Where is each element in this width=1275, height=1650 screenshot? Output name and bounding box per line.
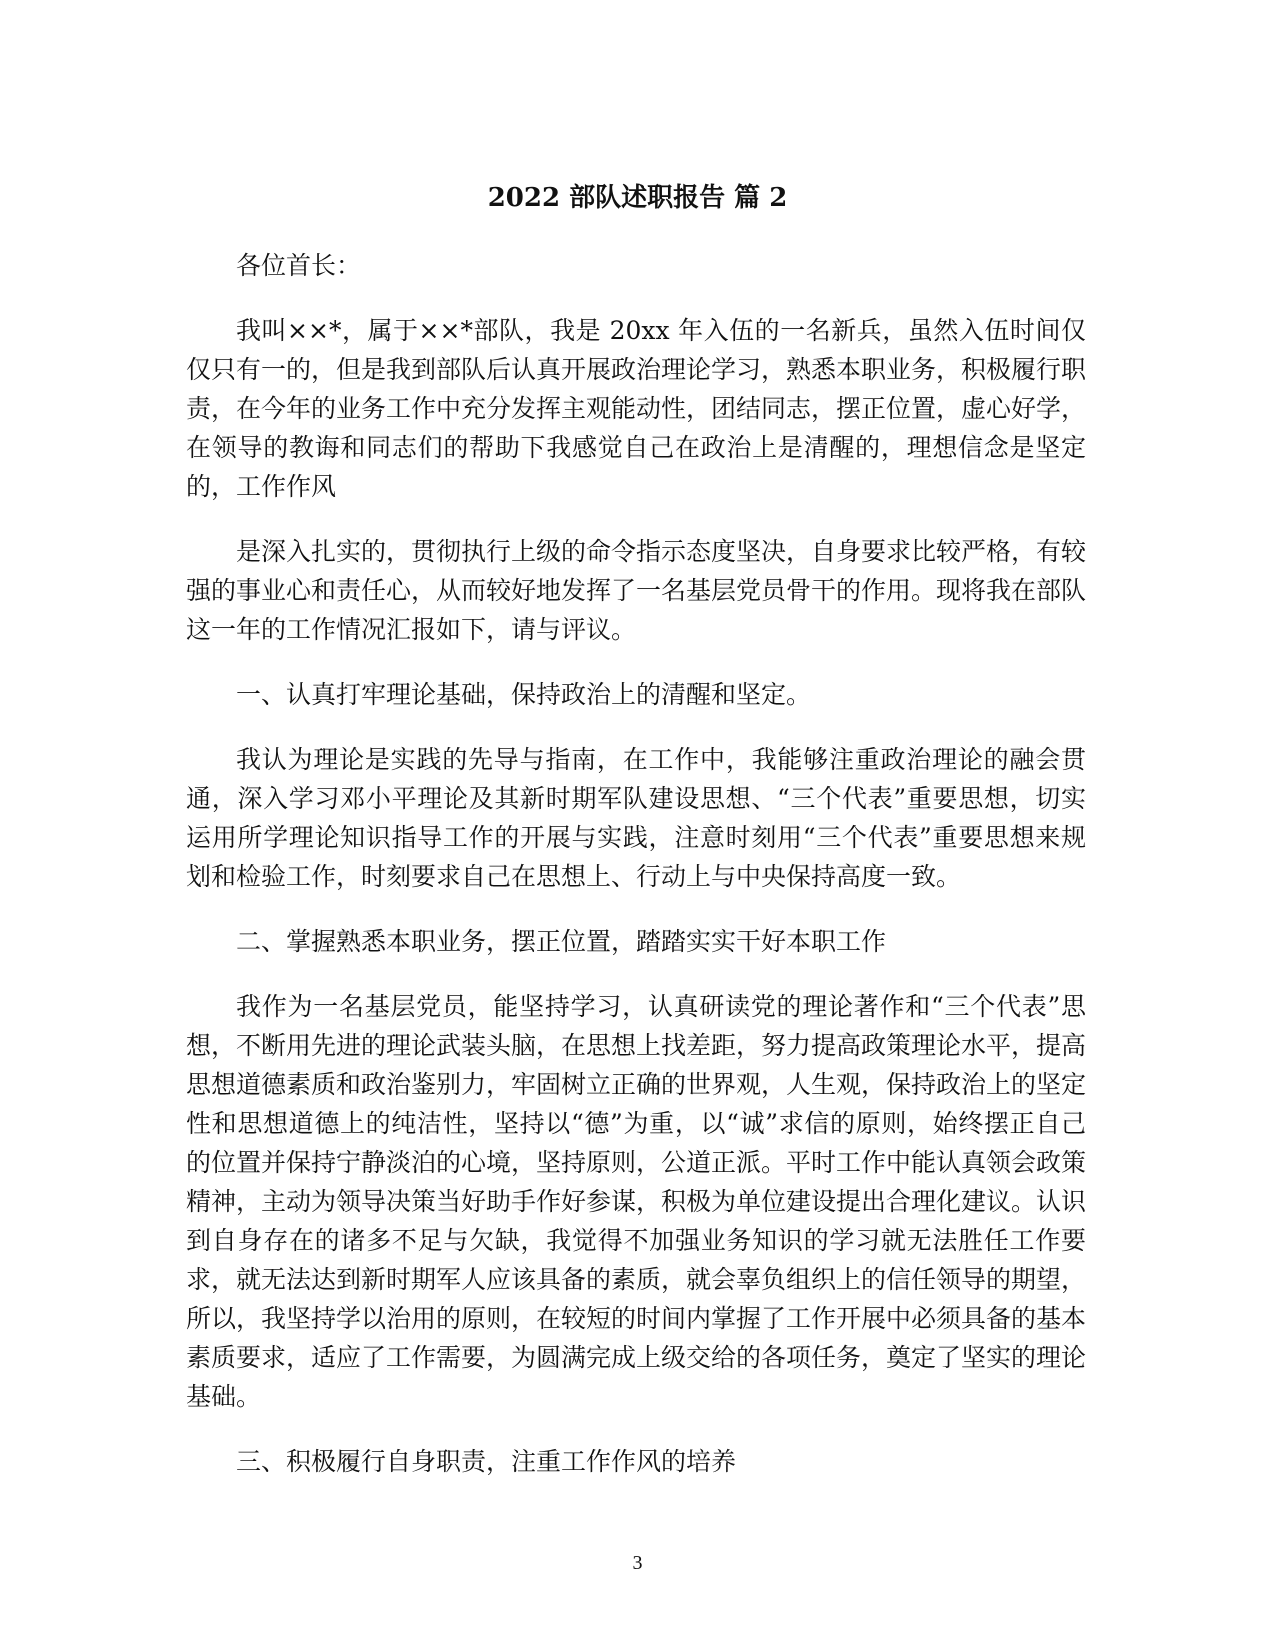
section-heading: 二、掌握熟悉本职业务，摆正位置，踏踏实实干好本职工作 bbox=[236, 927, 887, 956]
section-heading: 三、积极履行自身职责，注重工作作风的培养 bbox=[236, 1447, 737, 1476]
page-number: 3 bbox=[632, 1552, 643, 1574]
salutation: 各位首长： bbox=[236, 251, 362, 280]
body-paragraph: 我作为一名基层党员，能坚持学习，认真研读党的理论著作和“三个代表”思想，不断用先进的理论武装头脑，在思想上找差距，努力提高政策理论水平，提高思想道德素质和政治鉴别力，牢固树立正确的世界观，人生观，保持政治上的坚定性和思想道德上的纯洁性，坚持以“德”为重，以“诚”求信的原则，始终摆正自己的位置并保持宁静淡泊的心境，坚持原则，公道正派。平时工作中能认真领会政策精神，主动为领导决策当好助手作好参谋，积极为单位建设提出合理化建议。认识到自身存在的诸多不足与欠缺，我觉得不加强业务知识的学习就无法胜任工作要求，就无法达到新时期军人应该具备的素质，就会辜负组织上的信任领导的期望，所以，我坚持学以治用的原则，在较短的时间内掌握了工作开展中必须具备的基本素质要求，适应了工作需要，为圆满完成上级交给的各项任务，奠定了坚实的理论基础。 bbox=[186, 992, 1087, 1411]
document-title: 2022 部队述职报告 篇 2 bbox=[487, 183, 788, 213]
body-paragraph: 我认为理论是实践的先导与指南，在工作中，我能够注重政治理论的融会贯通，深入学习邓小平理论及其新时期军队建设思想、“三个代表”重要思想，切实运用所学理论知识指导工作的开展与实践，注意时刻用“三个代表”重要思想来规划和检验工作，时刻要求自己在思想上、行动上与中央保持高度一致。 bbox=[186, 745, 1086, 891]
body-paragraph: 我叫××*，属于××*部队，我是 20xx 年入伍的一名新兵，虽然入伍时间仅仅只有一的，但是我到部队后认真开展政治理论学习，熟悉本职业务，积极履行职责，在今年的业务工作中充分发挥主观能动性，团结同志，摆正位置，虚心好学，在领导的教诲和同志们的帮助下我感觉自己在政治上是清醒的，理想信念是坚定的，工作作风 bbox=[186, 316, 1087, 501]
section-heading: 一、认真打牢理论基础，保持政治上的清醒和坚定。 bbox=[236, 680, 812, 709]
document-body bbox=[186, 246, 1086, 1507]
body-paragraph: 是深入扎实的，贯彻执行上级的命令指示态度坚决，自身要求比较严格，有较强的事业心和责任心，从而较好地发挥了一名基层党员骨干的作用。现将我在部队这一年的工作情况汇报如下，请与评议。 bbox=[186, 537, 1087, 644]
